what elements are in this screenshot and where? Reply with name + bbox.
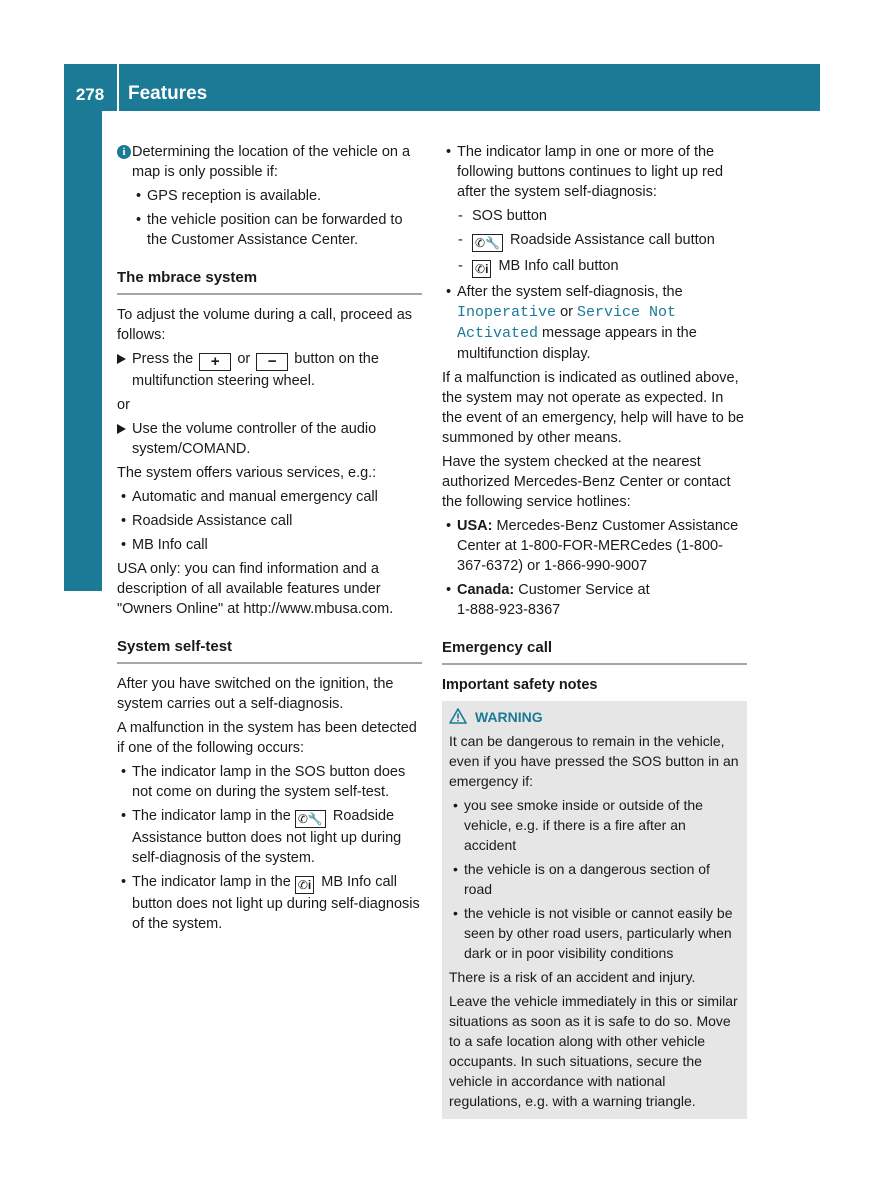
service-item: • MB Info call	[117, 535, 422, 555]
left-column	[117, 142, 422, 938]
section-heading-selftest: System self-test	[117, 637, 422, 664]
button-list-item: - SOS button	[442, 206, 747, 226]
step-text: Use the volume controller of the audio system/COMAND.	[132, 421, 377, 457]
paragraph: A malfunction in the system has been detected if one of the following occurs:	[117, 720, 417, 756]
warning-box	[442, 701, 747, 1119]
button-list-item	[442, 256, 747, 278]
info-bullet: • GPS reception is available.	[132, 186, 422, 206]
page-number: 278	[75, 85, 105, 104]
step-text: Press the	[132, 351, 194, 367]
page-header	[64, 64, 820, 111]
item-text: or	[560, 304, 573, 320]
hotline-item	[442, 516, 747, 576]
item-text: Roadside Assistance button does not light up during self-diagnosis of the system.	[132, 808, 402, 866]
section-heading-mbrace: The mbrace system	[117, 268, 422, 295]
item-text: After the system self-diagnosis, the	[457, 284, 683, 300]
hotline-label: USA:	[457, 518, 493, 534]
minus-key-icon: −	[256, 353, 288, 371]
info-bullet: • the vehicle position can be forwarded to the Customer Assistance Center.	[132, 210, 422, 250]
hotline-label: Canada:	[457, 582, 515, 598]
display-message-inoperative: Inoperative	[457, 304, 557, 321]
warning-bullet: • you see smoke inside or outside of the vehicle, e.g. if there is a fire after an accident	[449, 795, 740, 855]
info-call-icon: ✆i	[295, 876, 314, 894]
hotline-text: Mercedes-Benz Customer Assistance Center at 1-800-FOR-MERCedes (1-800-367-6372) or 1-866-990-9007	[457, 518, 739, 574]
hotline-number: 1-888-923-8367	[457, 602, 561, 618]
malfunction-item	[117, 872, 422, 934]
warning-paragraph: There is a risk of an accident and injury.	[449, 969, 696, 985]
item-text: The indicator lamp in the	[132, 874, 291, 890]
info-call-icon: ✆i	[472, 260, 491, 278]
step-arrow-icon	[117, 354, 126, 364]
malfunction-item: • The indicator lamp in one or more of the following buttons continues to light up red after the system self-diagnosis:	[442, 142, 747, 202]
malfunction-item	[442, 282, 747, 364]
item-text: MB Info call button	[498, 258, 619, 274]
paragraph: The system offers various services, e.g.:	[117, 465, 377, 481]
paragraph: To adjust the volume during a call, proceed as follows:	[117, 307, 413, 343]
step-text: button on the multifunction steering wheel.	[132, 351, 379, 389]
button-list-item	[442, 230, 747, 252]
info-icon: i	[117, 145, 131, 159]
service-item: • Automatic and manual emergency call	[117, 487, 422, 507]
warning-bullet: • the vehicle is not visible or cannot easily be seen by other road users, particularly when dark or in poor visibility conditions	[449, 903, 740, 963]
hotline-text: Customer Service at	[518, 582, 650, 598]
plus-key-icon: +	[199, 353, 231, 371]
side-tab-label: Stowage and features	[78, 324, 101, 532]
warning-triangle-icon	[449, 708, 467, 724]
info-text: Determining the location of the vehicle on a map is only possible if:	[132, 144, 411, 180]
instruction-step	[117, 419, 422, 459]
subsection-heading-safety: Important safety notes	[442, 677, 598, 693]
right-column	[442, 142, 747, 1119]
warning-bullet: • the vehicle is on a dangerous section of road	[449, 859, 740, 899]
service-item: • Roadside Assistance call	[117, 511, 422, 531]
warning-paragraph: Leave the vehicle immediately in this or similar situations as soon as it is safe to do so. Move to a safe location along with other vehicle occupants. In such situations, secure the vehicle in accordance with national regulations, e.g. with a warning triangle.	[449, 993, 738, 1109]
header-divider	[117, 64, 119, 111]
roadside-call-icon: ✆🔧	[472, 234, 503, 252]
instruction-step	[117, 349, 422, 391]
paragraph: or	[117, 397, 130, 413]
malfunction-item: • The indicator lamp in the SOS button does not come on during the system self-test.	[117, 762, 422, 802]
paragraph: USA only: you can find information and a description of all available features under "Owners Online" at http://www.mbusa.com.	[117, 561, 394, 617]
step-text: or	[237, 351, 251, 367]
item-text: The indicator lamp in the	[132, 808, 291, 824]
warning-title: WARNING	[475, 709, 543, 725]
hotline-item	[442, 580, 747, 620]
warning-paragraph: It can be dangerous to remain in the vehicle, even if you have pressed the SOS button in an emergency if:	[449, 733, 739, 789]
malfunction-item	[117, 806, 422, 868]
item-text: MB Info call button does not light up during self-diagnosis of the system.	[132, 874, 420, 932]
item-text: message appears in the multifunction display.	[457, 325, 697, 362]
paragraph: Have the system checked at the nearest authorized Mercedes-Benz Center or contact the following service hotlines:	[442, 454, 731, 510]
item-text: Roadside Assistance call button	[510, 232, 715, 248]
section-heading-emergency: Emergency call	[442, 638, 747, 665]
paragraph: If a malfunction is indicated as outlined above, the system may not operate as expected. In the event of an emergency, help will have to be summoned by other means.	[442, 370, 745, 446]
step-arrow-icon	[117, 424, 126, 434]
chapter-title: Features	[128, 83, 208, 104]
paragraph: After you have switched on the ignition, the system carries out a self-diagnosis.	[117, 676, 394, 712]
warning-header	[449, 707, 740, 727]
roadside-call-icon: ✆🔧	[295, 810, 326, 828]
info-note	[117, 142, 422, 182]
display-message-not-activated: Service Not Activated	[457, 304, 677, 342]
